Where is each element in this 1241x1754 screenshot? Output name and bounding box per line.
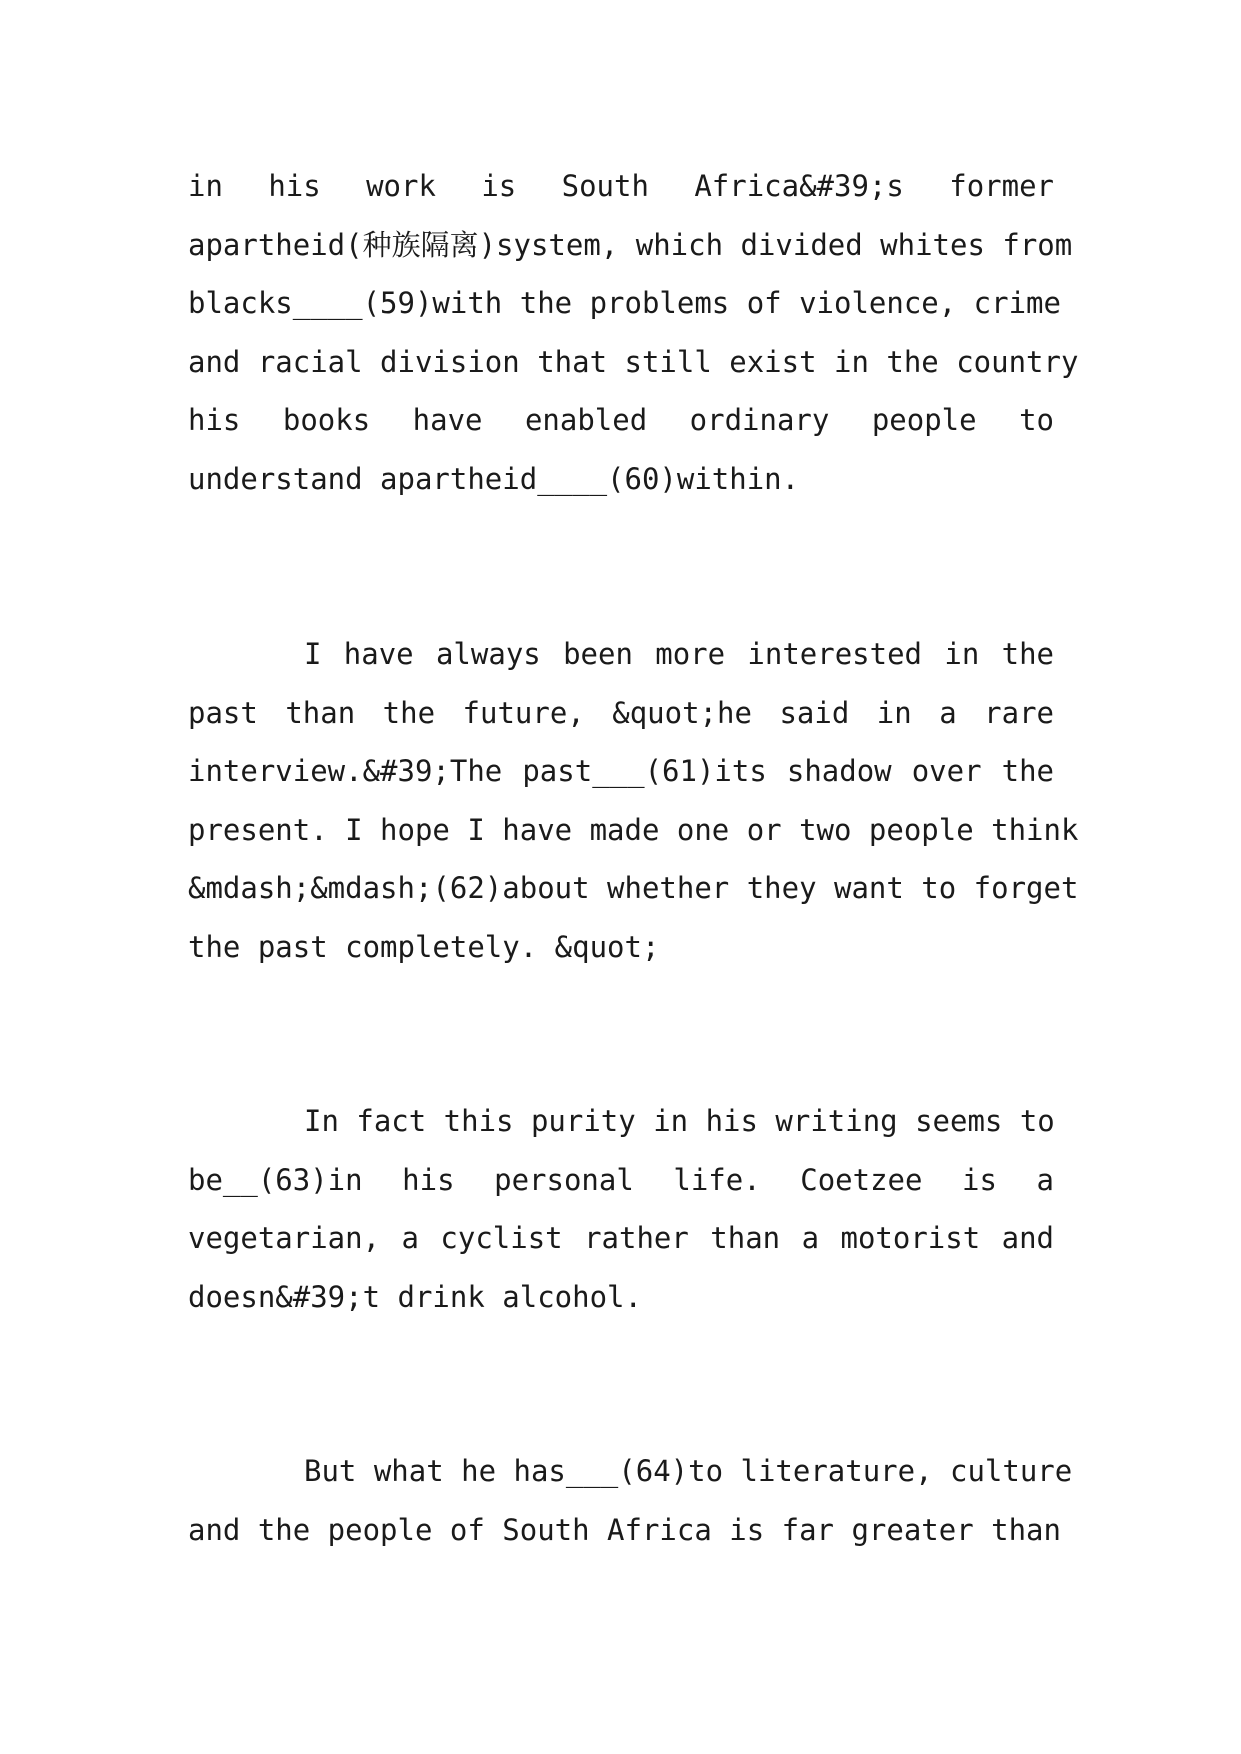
text-line: I have always been more interested in the: [304, 637, 1054, 671]
text-line: vegetarian, a cyclist rather than a motorist and: [188, 1221, 1054, 1255]
text-line: interview.&#39;The past___(61)its shadow over the: [188, 754, 1054, 788]
text-line: present. I hope I have made one or two people think: [188, 812, 1079, 847]
text-line: blacks____(59)with the problems of violence, crime: [188, 286, 1061, 320]
paragraph-1: [188, 157, 1079, 508]
text-line: &mdash;&mdash;(62)about whether they want to forget: [188, 871, 1079, 905]
text-line: past than the future, &quot;he said in a rare: [188, 695, 1054, 730]
text-line: his books have enabled ordinary people to: [188, 403, 1054, 437]
paragraph-2: [188, 625, 1079, 976]
text-line: in his work is South Africa&#39;s former: [188, 169, 1054, 203]
text-line: the past completely. &quot;: [188, 929, 660, 964]
text-line: apartheid(种族隔离)system, which divided whites from: [188, 227, 1073, 262]
text-line: But what he has___(64)to literature, culture: [304, 1454, 1073, 1488]
text-line: doesn&#39;t drink alcohol.: [188, 1279, 642, 1314]
text-line: be__(63)in his personal life. Coetzee is a: [188, 1162, 1054, 1197]
text-line: In fact this purity in his writing seems to: [304, 1104, 1055, 1138]
paragraph-4: [188, 1442, 1073, 1559]
text-line: and racial division that still exist in the country: [188, 344, 1079, 379]
text-line: understand apartheid____(60)within.: [188, 461, 800, 496]
paragraph-3: [188, 1092, 1054, 1326]
text-line: and the people of South Africa is far greater than: [188, 1512, 1061, 1547]
